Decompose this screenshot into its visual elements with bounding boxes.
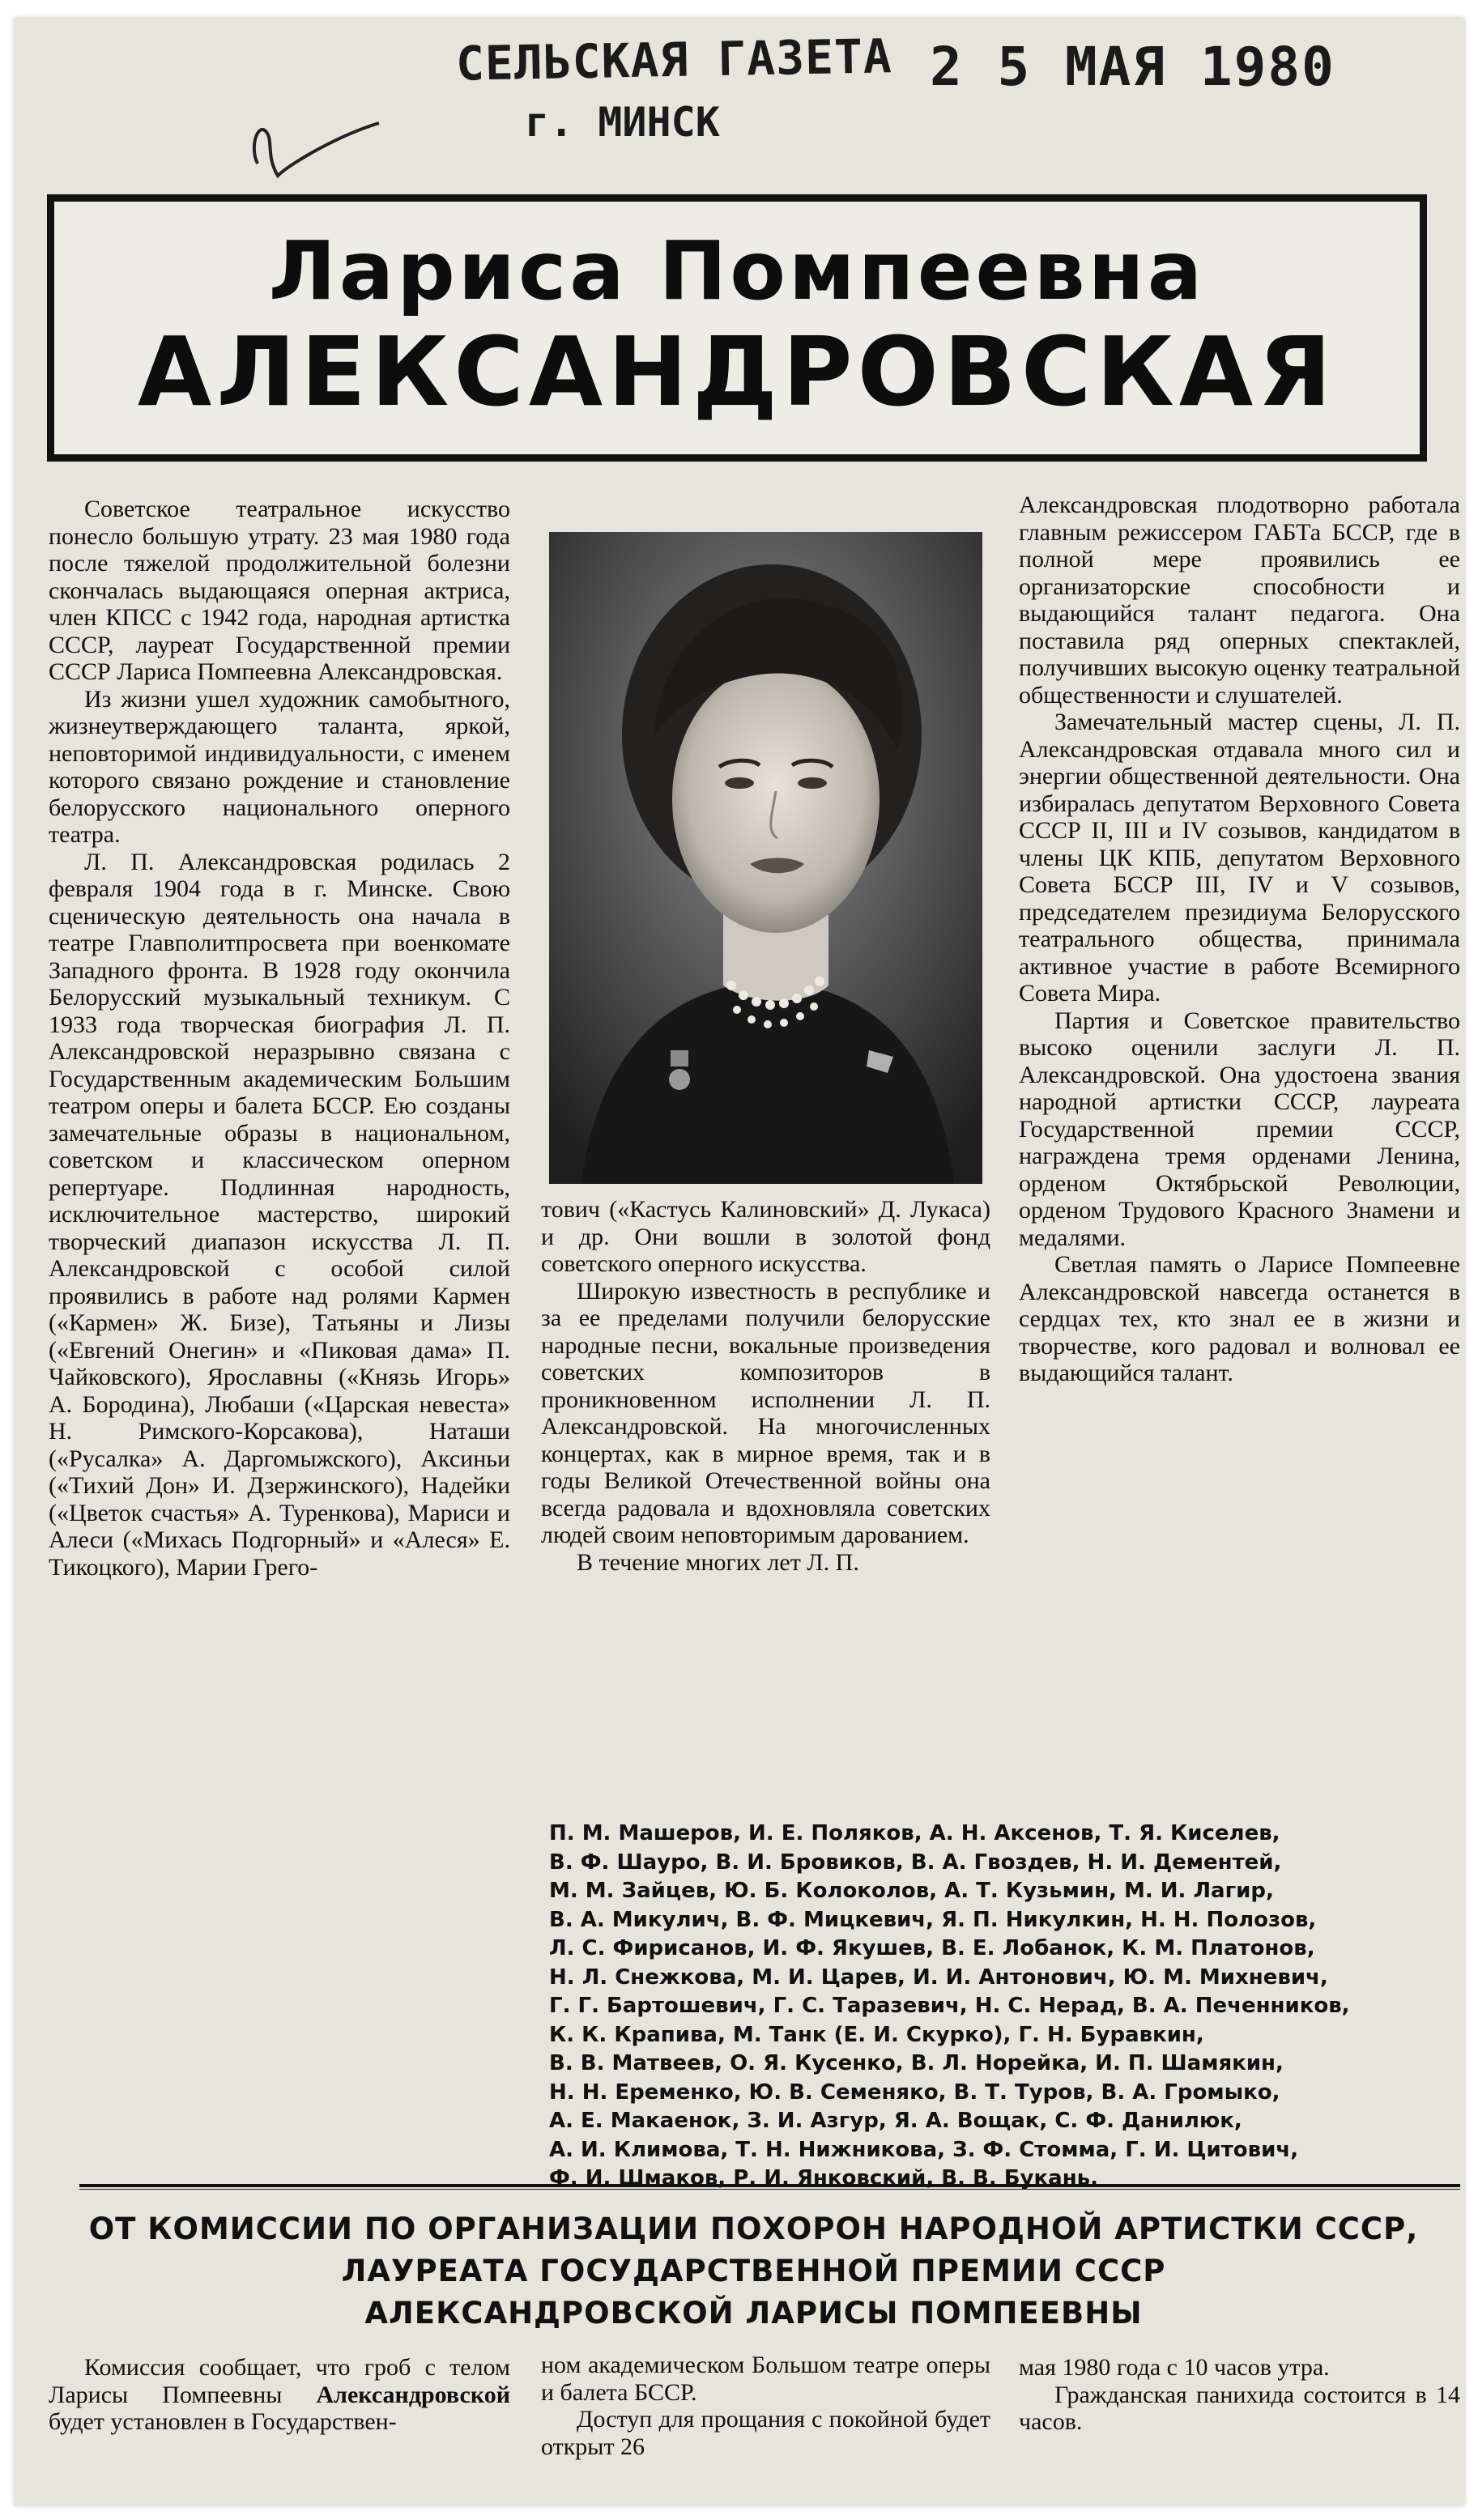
paragraph: Широкую известность в республике и за ее пределами получили белорусские народные песни, вокальные произведения советских композиторов в проникновенном исполнении Л. П. Александровской. На многочисленных концертах, как в мирное время, так и в годы Великой Отечественной войны она всегда радовала и вдохновляла советских людей своим неповторимым дарованием.: [541, 1277, 990, 1548]
commission-announcement-heading: [47, 2208, 1460, 2335]
title-surname: АЛЕКСАНДРОВСКАЯ: [137, 316, 1337, 428]
commission-column-2: [541, 2352, 990, 2460]
obituary-title-box: [47, 194, 1427, 462]
bold-name: Александровской: [316, 2381, 510, 2408]
signatory-line: Н. Л. Снежкова, М. И. Царев, И. И. Антонович, Ю. М. Михневич,: [549, 1964, 1328, 1990]
portrait-illustration: [549, 532, 982, 1184]
signatory-line: В. А. Микулич, В. Ф. Мицкевич, Я. П. Никулкин, Н. Н. Полозов,: [549, 1907, 1317, 1932]
signatory-line: Г. Г. Бартошевич, Г. С. Таразевич, Н. С. Нерад, В. А. Печенников,: [549, 1994, 1350, 2018]
heading-line: АЛЕКСАНДРОВСКОЙ ЛАРИСЫ ПОМПЕЕВНЫ: [364, 2296, 1143, 2331]
signatory-line: М. М. Зайцев, Ю. Б. Колоколов, А. Т. Кузьмин, М. И. Лагир,: [549, 1879, 1274, 1903]
signatories-list: [549, 1820, 1460, 2194]
signatory-line: Ф. И. Шмаков, Р. И. Янковский, В. В. Букань.: [549, 2166, 1098, 2190]
signatory-line: В. Ф. Шауро, В. И. Бровиков, В. А. Гвоздев, Н. И. Дементей,: [549, 1850, 1282, 1875]
heading-line: ОТ КОМИССИИ ПО ОРГАНИЗАЦИИ ПОХОРОН НАРОДНОЙ АРТИСТКИ СССР,: [88, 2211, 1419, 2246]
paragraph: Из жизни ушел художник самобытного, жизнеутверждающего таланта, яркой, неповторимой индивидуальности, с именем которого связано рождение и становление белорусского национального оперного театра.: [49, 685, 510, 848]
portrait-photo: [549, 532, 982, 1184]
paragraph: тович («Кастусь Калиновский» Д. Лукаса) и др. Они вошли в золотой фонд советского оперного искусства.: [541, 1196, 990, 1277]
signatory-line: А. Е. Макаенок, З. И. Азгур, Я. А. Вощак, С. Ф. Данилюк,: [549, 2109, 1242, 2133]
paragraph: ном академическом Большом театре оперы и балета БССР.: [541, 2352, 990, 2406]
date-stamp: 2 5 МАЯ 1980: [930, 36, 1335, 98]
signatory-line: Н. Н. Еременко, Ю. В. Семеняко, В. Т. Туров, В. А. Громыко,: [549, 2079, 1280, 2105]
commission-column-3: [1019, 2354, 1460, 2436]
signatory-line: П. М. Машеров, И. Е. Поляков, А. Н. Аксенов, Т. Я. Киселев,: [549, 1821, 1280, 1845]
signatory-line: Л. С. Фирисанов, И. Ф. Якушев, В. Е. Лобанок, К. М. Платонов,: [549, 1936, 1315, 1960]
paragraph: В течение многих лет Л. П.: [577, 1548, 859, 1576]
section-divider: [79, 2184, 1460, 2187]
article-column-1: [49, 496, 510, 1581]
signatory-line: А. И. Климова, Т. Н. Нижникова, З. Ф. Стомма, Г. И. Цитович,: [549, 2137, 1299, 2162]
newspaper-clipping: [15, 18, 1464, 2505]
paragraph: Александровская плодотворно работала главным режиссером ГАБТа БССР, где в полной мере проявились ее организаторские способности и выдающийся талант педагога. Она поставила ряд оперных спектаклей, получивших высокую оценку театральной общественности и слушателей.: [1019, 492, 1460, 709]
paragraph: мая 1980 года с 10 часов утра.: [1019, 2354, 1330, 2381]
heading-line: ЛАУРЕАТА ГОСУДАРСТВЕННОЙ ПРЕМИИ СССР: [341, 2254, 1166, 2288]
paragraph: Замечательный мастер сцены, Л. П. Александровская отдавала много сил и энергии общественной деятельности. Она избиралась депутатом Верховного Совета СССР II, III и IV созывов, кандидатом в члены ЦК КПБ, депутатом Верховного Совета БССР III, IV и V созывов, председателем президиума Белорусского театрального общества, принимала активное участие в работе Всемирного Совета Мира.: [1019, 709, 1460, 1007]
section-divider-thin: [79, 2189, 1460, 2190]
paragraph: Л. П. Александровская родилась 2 февраля 1904 года в г. Минске. Свою сценическую деятельность она начала в театре Главполитпросвета при военкомате Западного фронта. В 1928 году окончила Белорусский музыкальный техникум. С 1933 года творческая биография Л. П. Александровской неразрывно связана с Государственным академическим Большим театром оперы и балета БССР. Ею созданы замечательные образы в национальном, советском и классическом оперном репертуаре. Подлинная народность, исключительное мастерство, широкий творческий диапазон искусства Л. П. Александровской с особой силой проявились в работе над ролями Кармен («Кармен» Ж. Бизе), Татьяны и Лизы («Евгений Онегин» и «Пиковая дама» П. Чайковского), Ярославны («Князь Игорь» А. Бородина), Любаши («Царская невеста» Н. Римского-Корсакова), Наташи («Русалка» А. Даргомыжского), Аксиньи («Тихий Дон» И. Дзержинского), Надейки («Цветок счастья» А. Туренкова), Мариси и Алеси («Михась Подгорный» и «Алеся» Е. Тикоцкого), Марии Грего-: [49, 848, 510, 1581]
city-stamp: г. МИНСК: [525, 99, 720, 146]
signatory-line: В. В. Матвеев, О. Я. Кусенко, В. Л. Норейка, И. П. Шамякин,: [549, 2051, 1284, 2075]
pencil-check-mark: [241, 115, 387, 188]
paragraph: [49, 2354, 510, 2436]
paragraph: Доступ для прощания с покойной будет открыт 26: [541, 2406, 990, 2460]
title-first-name: Лариса Помпеевна: [268, 223, 1206, 318]
paragraph: Советское театральное искусство понесло большую утрату. 23 мая 1980 года после тяжелой продолжительной болезни скончалась выдающаяся оперная актриса, член КПСС с 1942 года, народная артистка СССР, лауреат Государственной премии СССР Лариса Помпеевна Александровская.: [49, 496, 510, 685]
signatory-line: К. К. Крапива, М. Танк (Е. И. Скурко), Г. Н. Буравкин,: [549, 2022, 1204, 2047]
article-column-3: [1019, 492, 1460, 1387]
text-run: Комиссия сообщает, что гроб с телом Ларисы Помпеевны: [49, 2354, 510, 2408]
paragraph: Светлая память о Ларисе Помпеевне Александровской навсегда останется в сердцах тех, кто знал ее в жизни и творчестве, кого радовал и волновал ее выдающийся талант.: [1019, 1251, 1460, 1386]
newspaper-stamp: СЕЛЬСКАЯ ГАЗЕТА: [455, 28, 893, 92]
paragraph: Партия и Советское правительство высоко оценили заслуги Л. П. Александровской. Она удостоена звания народной артистки СССР, лауреата Государственной премии СССР, награждена тремя орденами Ленина, орденом Октябрьской Революции, орденом Трудового Красного Знамени и медалями.: [1019, 1007, 1460, 1251]
commission-column-1: [49, 2354, 510, 2436]
article-column-2: [541, 1196, 990, 1576]
text-run: будет установлен в Государствен-: [49, 2408, 397, 2435]
paragraph: Гражданская панихида состоится в 14 часов.: [1019, 2381, 1460, 2435]
